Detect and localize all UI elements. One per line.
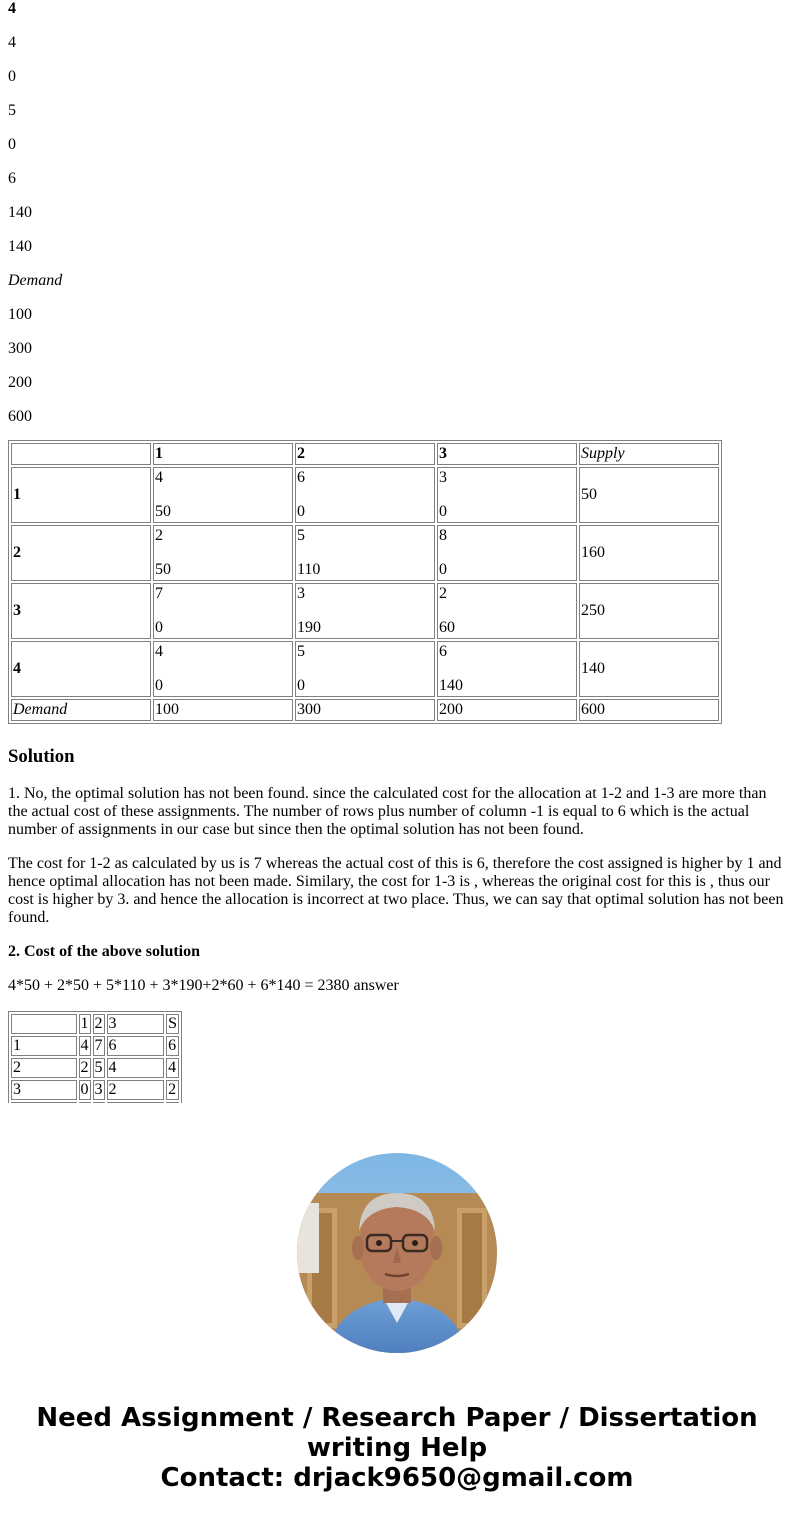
table-cell: [11, 1102, 77, 1103]
cell-allocation: 0: [439, 561, 447, 578]
row-header: 1: [11, 467, 151, 523]
table-cell: [107, 1102, 165, 1103]
table-row: [11, 1080, 179, 1100]
transportation-table: [8, 440, 722, 724]
table-cell: [153, 525, 293, 581]
value-line: 4: [8, 0, 16, 17]
table-cell: 2: [107, 1080, 165, 1100]
table-cell: 1: [11, 1036, 77, 1056]
cell-allocation: 60: [439, 619, 455, 636]
table-corner-cell: [11, 1014, 77, 1034]
demand-cell: 100: [153, 699, 293, 721]
table-cell: [437, 641, 577, 697]
leading-values: [8, 0, 786, 426]
value-line: 300: [8, 340, 32, 357]
supply-header: Supply: [579, 443, 719, 465]
cost-heading: 2. Cost of the above solution: [8, 943, 201, 960]
value-line: 100: [8, 306, 32, 323]
column-header: 3: [107, 1014, 165, 1034]
table-row: [11, 525, 719, 581]
supply-cell: 50: [579, 467, 719, 523]
value-line: 0: [8, 136, 16, 153]
author-avatar: [297, 1153, 497, 1353]
contact-banner: [0, 1403, 794, 1493]
table-row: [11, 467, 719, 523]
table-cell: [437, 525, 577, 581]
cell-cost: 4: [155, 643, 163, 660]
demand-row: [11, 699, 719, 721]
table-cell: [153, 467, 293, 523]
cta-line-2: writing Help: [306, 1433, 488, 1463]
value-line: 140: [8, 238, 32, 255]
cell-allocation: 50: [155, 503, 171, 520]
cell-cost: 3: [297, 585, 305, 602]
author-photo-illustration: [297, 1153, 497, 1353]
column-header: 1: [80, 1015, 89, 1032]
table-header-row: [11, 443, 719, 465]
table-cell: 6: [166, 1036, 179, 1056]
table-cell: [153, 583, 293, 639]
table-cell: 2: [166, 1080, 179, 1100]
cell-cost: 5: [297, 527, 305, 544]
cell-allocation: 50: [155, 561, 171, 578]
demand-cell: 200: [437, 699, 577, 721]
demand-cell: 300: [295, 699, 435, 721]
demand-total-cell: 600: [579, 699, 719, 721]
cell-cost: 4: [155, 469, 163, 486]
cta-line-3: Contact: drjack9650@gmail.com: [160, 1463, 634, 1493]
solution-heading: Solution: [8, 746, 75, 767]
table-header-row: [11, 1014, 179, 1034]
table-cell: 4: [166, 1058, 179, 1078]
table-cell: 0: [80, 1081, 89, 1098]
cell-allocation: 0: [439, 503, 447, 520]
cell-cost: 7: [155, 585, 163, 602]
value-line: 140: [8, 204, 32, 221]
table-row: [11, 1058, 179, 1078]
table-corner-cell: [11, 443, 151, 465]
value-line: Demand: [8, 272, 63, 289]
table-cell: 5: [94, 1059, 103, 1076]
table-cell: 2: [80, 1059, 89, 1076]
value-line: 4: [8, 34, 16, 51]
row-header: 3: [11, 583, 151, 639]
table-cell: [153, 641, 293, 697]
cell-cost: 6: [297, 469, 305, 486]
solution-paragraph-2: The cost for 1-2 as calculated by us is 7 whereas the actual cost of this is 6, therefore the cost assigned is higher by 1 and hence optimal allocation has not been made. Similary, the cost for 1-3 is , whereas the original cost for this is , thus our cost is higher by 3. and hence the allocation is incorrect at two place. Thus, we can say that optimal solution has not been found.: [8, 855, 784, 926]
table-cell: 4: [107, 1058, 165, 1078]
table-cell: [295, 583, 435, 639]
table-cell: [295, 525, 435, 581]
table-cell: [166, 1102, 179, 1103]
table-cell: 4: [80, 1037, 89, 1054]
table-row: [11, 1102, 179, 1103]
value-line: 0: [8, 68, 16, 85]
cell-allocation: 0: [155, 677, 163, 694]
cell-allocation: 190: [297, 619, 321, 636]
supply-cell: 140: [579, 641, 719, 697]
row-header: 2: [11, 525, 151, 581]
cell-cost: 8: [439, 527, 447, 544]
cell-allocation: 140: [439, 677, 463, 694]
column-header: S: [168, 1015, 177, 1032]
table-row: [11, 641, 719, 697]
column-header: 3: [437, 443, 577, 465]
cell-allocation: 0: [155, 619, 163, 636]
column-header: 1: [153, 443, 293, 465]
cell-cost: 2: [155, 527, 163, 544]
solution-paragraph-1: 1. No, the optimal solution has not been found. since the calculated cost for the allocation at 1-2 and 1-3 are more than the actual cost of these assignments. The number of rows plus number of column -1 is equal to 6 which is the actual number of assignments in our case but since then the optimal solution has not been found.: [8, 785, 767, 838]
table-cell: [295, 641, 435, 697]
value-line: 600: [8, 408, 32, 425]
supply-cell: 160: [579, 525, 719, 581]
demand-label: Demand: [11, 699, 151, 721]
table-cell: 6: [107, 1036, 165, 1056]
table-cell: [295, 467, 435, 523]
cell-allocation: 0: [297, 677, 305, 694]
table-cell: 2: [11, 1058, 77, 1078]
cell-cost: 3: [439, 469, 447, 486]
small-table-container: [8, 1011, 182, 1103]
cost-calculation: 4*50 + 2*50 + 5*110 + 3*190+2*60 + 6*140 = 2380 answer: [8, 977, 399, 994]
value-line: 200: [8, 374, 32, 391]
row-header: 4: [11, 641, 151, 697]
cta-line-1: Need Assignment / Research Paper / Dissertation: [36, 1403, 758, 1433]
column-header: 2: [94, 1015, 103, 1032]
cell-cost: 5: [297, 643, 305, 660]
column-header: 2: [295, 443, 435, 465]
value-line: 5: [8, 102, 16, 119]
table-cell: [437, 467, 577, 523]
table-row: [11, 583, 719, 639]
small-cost-table: [8, 1011, 182, 1103]
cell-cost: 2: [439, 585, 447, 602]
table-cell: [93, 1102, 105, 1103]
table-cell: 3: [11, 1080, 77, 1100]
supply-cell: 250: [579, 583, 719, 639]
value-line: 6: [8, 170, 16, 187]
table-cell: 3: [94, 1081, 103, 1098]
cell-allocation: 110: [297, 561, 321, 578]
table-row: [11, 1036, 179, 1056]
table-cell: 7: [94, 1037, 103, 1054]
table-cell: [79, 1102, 91, 1103]
cell-cost: 6: [439, 643, 447, 660]
table-cell: [437, 583, 577, 639]
cell-allocation: 0: [297, 503, 305, 520]
